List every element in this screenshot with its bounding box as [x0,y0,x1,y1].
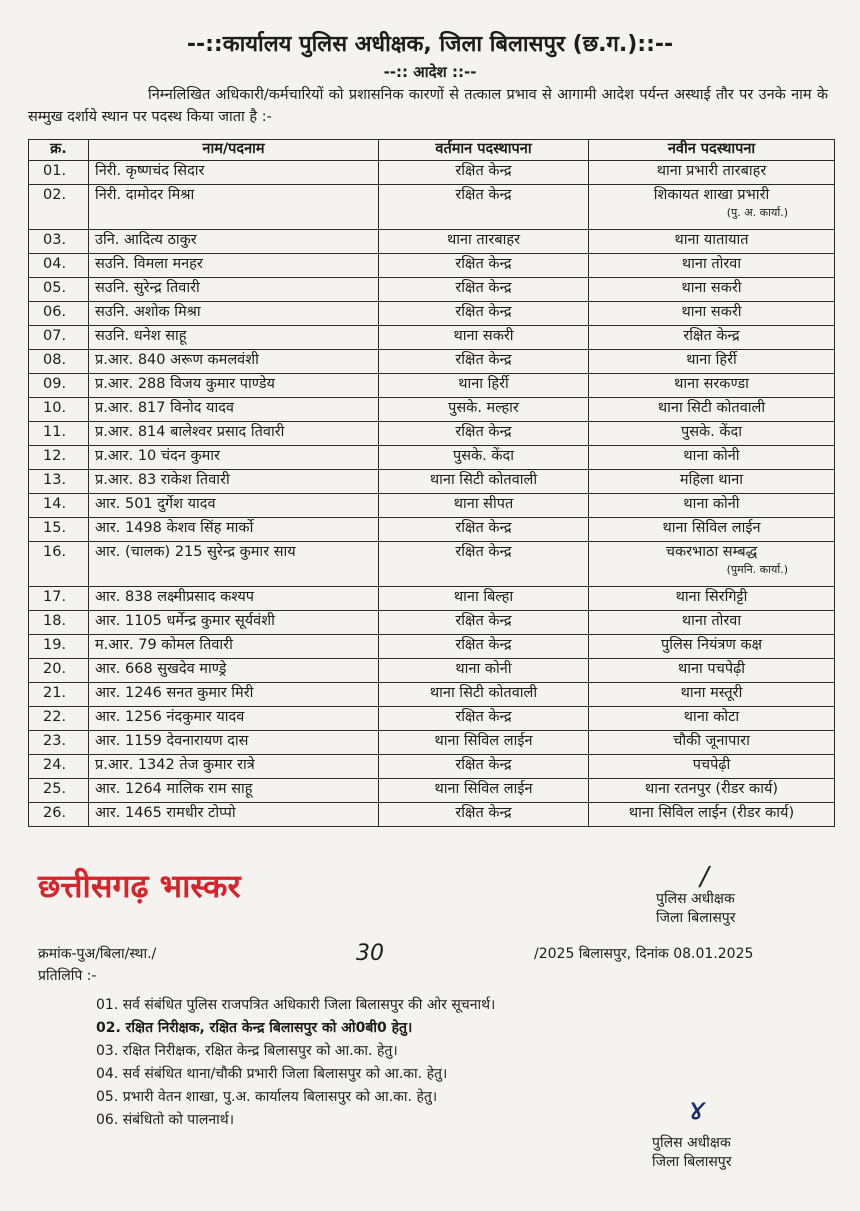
cell-current-posting [379,470,589,494]
cell-current-posting [379,350,589,374]
table-row [29,542,835,587]
table-row [29,350,835,374]
table-row [29,494,835,518]
cell-new-posting [589,587,835,611]
cell-new-posting [589,326,835,350]
order-heading: --:: आदेश ::-- [383,63,477,81]
table-row [29,254,835,278]
cell-current-posting-text: थाना सिविल लाईन [434,733,533,749]
cell-new-posting [589,230,835,254]
cell-name [89,542,379,587]
cell-name-text: म.आर. 79 कोमल तिवारी [95,637,233,653]
table-row [29,374,835,398]
cell-serial-text: 13. [43,472,67,488]
cell-name-text: प्र.आर. 1342 तेज कुमार रात्रे [95,757,255,773]
cell-serial-text: 01. [43,163,67,179]
copy-list-item: 02. रक्षित निरीक्षक, रक्षित केन्द्र बिलासपुर को ओ0बी0 हेतु। [96,1020,413,1036]
cell-name-text: आर. 501 दुर्गेश यादव [95,496,216,512]
table-row [29,230,835,254]
cell-serial [29,398,89,422]
cell-current-posting [379,611,589,635]
cell-new-posting-text: थाना पचपेढ़ी [677,661,746,677]
cell-name [89,422,379,446]
cell-name [89,587,379,611]
cell-current-posting [379,731,589,755]
cell-serial-text: 08. [43,352,67,368]
table-row [29,185,835,230]
cell-current-posting-text: थाना सिटी कोतवाली [429,472,538,488]
cell-serial-text: 19. [43,637,67,653]
cell-name-text: प्र.आर. 83 राकेश तिवारी [95,472,230,488]
cell-name [89,707,379,731]
cell-current-posting-text: पुसके. मल्हार [448,400,519,416]
cell-name [89,302,379,326]
signature-title: पुलिस अधीक्षक [656,891,735,907]
cell-name-text: आर. 1264 मालिक राम साहू [95,781,253,797]
cell-current-posting-text: रक्षित केन्द्र [455,424,512,440]
cell-new-posting [589,803,835,827]
table-row [29,326,835,350]
cell-name-text: प्र.आर. 10 चंदन कुमार [95,448,220,464]
cell-current-posting-text: थाना सीपत [453,496,514,512]
cell-serial [29,470,89,494]
cell-current-posting-text: रक्षित केन्द्र [455,520,512,536]
newspaper-watermark: छत्तीसगढ़ भास्कर [38,867,241,905]
column-header-name: नाम/पदनाम [89,140,379,161]
cell-current-posting-text: रक्षित केन्द्र [455,304,512,320]
cell-current-posting-text: रक्षित केन्द्र [455,256,512,272]
cell-name-text: निरी. कृष्णचंद सिदार [95,163,205,179]
cell-new-posting-text: रक्षित केन्द्र [683,328,740,344]
cell-new-posting-text: थाना कोटा [683,709,740,725]
cell-current-posting-text: थाना सिटी कोतवाली [429,685,538,701]
table-row [29,611,835,635]
signature-district: जिला बिलासपुर [656,910,736,926]
cell-current-posting [379,494,589,518]
cell-serial-text: 02. [43,187,67,203]
cell-new-posting [589,683,835,707]
cell-current-posting [379,254,589,278]
cell-serial-text: 17. [43,589,67,605]
cell-new-posting [589,278,835,302]
cell-serial [29,707,89,731]
cell-new-posting-text: थाना तोरवा [681,613,742,629]
cell-name [89,611,379,635]
reference-prefix: क्रमांक-पुअ/बिला/स्था./ [38,946,157,962]
cell-new-posting-text: थाना कोनी [683,448,740,464]
cell-new-posting [589,161,835,185]
cell-serial-text: 10. [43,400,67,416]
cell-name [89,446,379,470]
cell-new-posting [589,635,835,659]
cell-name-text: उनि. आदित्य ठाकुर [95,232,197,248]
cell-current-posting-text: थाना कोनी [455,661,512,677]
cell-serial-text: 09. [43,376,67,392]
cell-new-posting-text: थाना मस्तूरी [680,685,743,701]
cell-name [89,374,379,398]
cell-serial [29,302,89,326]
cell-new-posting [589,302,835,326]
cell-name [89,755,379,779]
cell-new-posting-text: थाना तोरवा [681,256,742,272]
cell-new-posting-text: महिला थाना [679,472,744,488]
cell-new-posting-text: थाना सरकण्डा [674,376,749,392]
cell-new-posting [589,494,835,518]
cell-new-posting [589,422,835,446]
cell-current-posting-text: रक्षित केन्द्र [455,280,512,296]
cell-serial [29,230,89,254]
cell-new-posting-text: थाना सकरी [681,280,742,296]
cell-current-posting [379,659,589,683]
cell-current-posting-text: रक्षित केन्द्र [455,544,512,560]
cell-name [89,185,379,230]
cell-name-text: आर. 1246 सनत कुमार मिरी [95,685,254,701]
table-row [29,635,835,659]
copy-list-item: 03. रक्षित निरीक्षक, रक्षित केन्द्र बिलासपुर को आ.का. हेतु। [96,1043,398,1059]
cell-new-posting [589,755,835,779]
cell-serial-text: 18. [43,613,67,629]
cell-new-posting [589,398,835,422]
cell-name [89,803,379,827]
cell-serial [29,422,89,446]
copy-list-item: 04. सर्व संबंधित थाना/चौकी प्रभारी जिला बिलासपुर को आ.का. हेतु। [96,1066,448,1082]
cell-name [89,230,379,254]
cell-name-text: आर. 1159 देवनारायण दास [95,733,249,749]
cell-current-posting [379,542,589,587]
cell-new-posting [589,374,835,398]
copy-list-item: 01. सर्व संबंधित पुलिस राजपत्रित अधिकारी जिला बिलासपुर की ओर सूचनार्थ। [96,997,496,1013]
cell-new-posting [589,470,835,494]
cell-serial-text: 12. [43,448,67,464]
cell-new-posting [589,611,835,635]
table-body [29,161,835,827]
cell-new-posting-text: पुसके. केंदा [681,424,742,440]
cell-current-posting-text: रक्षित केन्द्र [455,613,512,629]
table-row [29,731,835,755]
cell-current-posting [379,422,589,446]
copy-list [96,994,495,1132]
cell-name [89,683,379,707]
cell-serial [29,683,89,707]
cell-serial [29,731,89,755]
cell-name-text: सउनि. अशोक मिश्रा [95,304,201,320]
cell-name [89,731,379,755]
cell-new-posting [589,518,835,542]
cell-current-posting-text: पुसके. केंदा [453,448,514,464]
cell-name [89,254,379,278]
cell-name-text: आर. 1256 नंदकुमार यादव [95,709,245,725]
table-row [29,398,835,422]
cell-current-posting [379,707,589,731]
cell-current-posting [379,161,589,185]
cell-serial-text: 21. [43,685,67,701]
cell-current-posting [379,278,589,302]
cell-name-text: निरी. दामोदर मिश्रा [95,187,195,203]
cell-current-posting-text: थाना बिल्हा [453,589,514,605]
cell-serial [29,611,89,635]
signature-mark-top: / [700,862,709,892]
cell-name-text: आर. 1465 रामधीर टोप्पो [95,805,236,821]
cell-serial [29,779,89,803]
cell-new-posting [589,446,835,470]
signature-district: जिला बिलासपुर [652,1154,732,1170]
cell-serial-text: 11. [43,424,67,440]
cell-name-text: सउनि. धनेश साहू [95,328,187,344]
table-row [29,659,835,683]
cell-name [89,494,379,518]
cell-current-posting [379,398,589,422]
cell-current-posting-text: रक्षित केन्द्र [455,805,512,821]
cell-new-posting-text: पचपेढ़ी [692,757,731,773]
cell-new-posting [589,254,835,278]
cell-current-posting [379,185,589,230]
cell-serial-text: 22. [43,709,67,725]
cell-new-posting-text: थाना सिटी कोतवाली [657,400,766,416]
table-row [29,302,835,326]
cell-serial-text: 06. [43,304,67,320]
cell-new-posting-text: थाना हिर्री [686,352,737,368]
cell-serial-text: 04. [43,256,67,272]
table-row [29,446,835,470]
table-header-row [29,140,835,161]
cell-current-posting-text: रक्षित केन्द्र [455,709,512,725]
cell-new-posting [589,185,835,230]
cell-serial [29,587,89,611]
cell-new-posting-text: थाना यातायात [674,232,749,248]
cell-name [89,635,379,659]
cell-serial-text: 23. [43,733,67,749]
cell-current-posting [379,587,589,611]
cell-name-text: आर. 668 सुखदेव माण्ड्रे [95,661,227,677]
cell-serial [29,635,89,659]
cell-name-text: प्र.आर. 817 विनोद यादव [95,400,234,416]
cell-serial [29,803,89,827]
cell-current-posting-text: रक्षित केन्द्र [455,352,512,368]
cell-serial [29,446,89,470]
cell-current-posting-text: थाना सकरी [453,328,514,344]
cell-serial-text: 20. [43,661,67,677]
cell-serial [29,659,89,683]
cell-new-posting-text: शिकायत शाखा प्रभारी [653,187,770,203]
cell-name [89,350,379,374]
cell-new-posting-text: चकरभाठा सम्बद्ध [665,544,758,560]
cell-serial [29,755,89,779]
table-row [29,779,835,803]
cell-name-text: प्र.आर. 814 बालेश्वर प्रसाद तिवारी [95,424,285,440]
cell-serial [29,542,89,587]
cell-new-posting-text: थाना कोनी [683,496,740,512]
cell-serial [29,326,89,350]
cell-serial-text: 07. [43,328,67,344]
cell-current-posting-text: रक्षित केन्द्र [455,163,512,179]
cell-serial-text: 24. [43,757,67,773]
table-row [29,518,835,542]
reference-number: 30 [356,941,384,966]
cell-new-posting [589,542,835,587]
cell-serial-text: 14. [43,496,67,512]
cell-serial [29,374,89,398]
cell-current-posting [379,302,589,326]
cell-name-text: आर. 1105 धर्मेन्द्र कुमार सूर्यवंशी [95,613,275,629]
cell-name-text: प्र.आर. 840 अरूण कमलवंशी [95,352,259,368]
copy-to-label: प्रतिलिपि :- [38,968,97,984]
table-row [29,422,835,446]
cell-serial [29,185,89,230]
cell-current-posting [379,635,589,659]
cell-serial [29,494,89,518]
cell-serial-text: 16. [43,544,67,560]
cell-name-text: सउनि. सुरेन्द्र तिवारी [95,280,200,296]
table-row [29,803,835,827]
cell-serial-text: 26. [43,805,67,821]
cell-name [89,398,379,422]
cell-serial-text: 03. [43,232,67,248]
cell-current-posting [379,446,589,470]
signature-mark-bottom: ɤ [688,1092,706,1127]
cell-new-posting-text: थाना सिविल लाईन (रीडर कार्य) [628,805,795,821]
cell-new-posting [589,707,835,731]
column-header-serial: क्र. [29,140,89,161]
cell-serial-text: 25. [43,781,67,797]
cell-new-posting [589,779,835,803]
cell-name [89,278,379,302]
table-row [29,683,835,707]
cell-name-text: प्र.आर. 288 विजय कुमार पाण्डेय [95,376,275,392]
cell-current-posting-text: रक्षित केन्द्र [455,637,512,653]
cell-new-posting [589,350,835,374]
cell-new-posting-text: थाना सकरी [681,304,742,320]
intro-paragraph: निम्नलिखित अधिकारी/कर्मचारियों को प्रशासनिक कारणों से तत्काल प्रभाव से आगामी आदेश पर्यन्त अस्थाई तौर पर उनके नाम के सम्मुख दर्शाये स्थान पर पदस्थ किया जाता है :- [28,87,828,125]
cell-name [89,659,379,683]
cell-name-text: आर. (चालक) 215 सुरेन्द्र कुमार साय [95,544,296,560]
copy-list-item: 06. संबंधितो को पालनार्थ। [96,1112,235,1128]
cell-new-posting-text: थाना सिरगिट्टी [675,589,748,605]
cell-current-posting [379,779,589,803]
reference-date: /2025 बिलासपुर, दिनांक 08.01.2025 [534,946,754,962]
cell-current-posting-text: थाना सिविल लाईन [434,781,533,797]
posting-note: (पुमनि. कार्या.) [726,563,788,576]
cell-current-posting-text: रक्षित केन्द्र [455,757,512,773]
cell-serial [29,278,89,302]
cell-name [89,326,379,350]
transfer-table [28,139,835,827]
cell-current-posting [379,326,589,350]
cell-new-posting-text: थाना प्रभारी तारबाहर [656,163,767,179]
cell-serial-text: 15. [43,520,67,536]
table-row [29,707,835,731]
cell-current-posting [379,683,589,707]
signature-block-top [656,890,735,928]
signature-block-bottom [652,1134,731,1172]
cell-name [89,161,379,185]
copy-list-item: 05. प्रभारी वेतन शाखा, पु.अ. कार्यालय बिलासपुर को आ.का. हेतु। [96,1089,438,1105]
cell-name [89,779,379,803]
cell-new-posting-text: थाना सिविल लाईन [662,520,761,536]
cell-new-posting-text: चौकी जूनापारा [673,733,750,749]
cell-current-posting [379,755,589,779]
cell-serial [29,518,89,542]
cell-name-text: आर. 1498 केशव सिंह मार्को [95,520,254,536]
table-row [29,755,835,779]
cell-current-posting [379,518,589,542]
cell-current-posting-text: थाना तारबाहर [446,232,521,248]
table-row [29,587,835,611]
cell-new-posting [589,659,835,683]
cell-new-posting-text: पुलिस नियंत्रण कक्ष [660,637,763,653]
signature-title: पुलिस अधीक्षक [652,1135,731,1151]
cell-name [89,518,379,542]
cell-name-text: सउनि. विमला मनहर [95,256,203,272]
cell-current-posting [379,803,589,827]
cell-serial [29,350,89,374]
cell-new-posting [589,731,835,755]
cell-serial-text: 05. [43,280,67,296]
posting-note: (पु. अ. कार्या.) [726,206,788,219]
cell-new-posting-text: थाना रतनपुर (रीडर कार्य) [644,781,779,797]
cell-current-posting [379,230,589,254]
table-row [29,161,835,185]
cell-serial [29,254,89,278]
table-row [29,278,835,302]
column-header-new-posting: नवीन पदस्थापना [589,140,835,161]
cell-serial [29,161,89,185]
cell-name-text: आर. 838 लक्ष्मीप्रसाद कश्यप [95,589,255,605]
cell-current-posting-text: रक्षित केन्द्र [455,187,512,203]
table-row [29,470,835,494]
document-title: --::कार्यालय पुलिस अधीक्षक, जिला बिलासपुर (छ.ग.)::-- [186,32,674,57]
column-header-current-posting: वर्तमान पदस्थापना [379,140,589,161]
cell-name [89,470,379,494]
cell-current-posting [379,374,589,398]
cell-current-posting-text: थाना हिर्री [458,376,509,392]
